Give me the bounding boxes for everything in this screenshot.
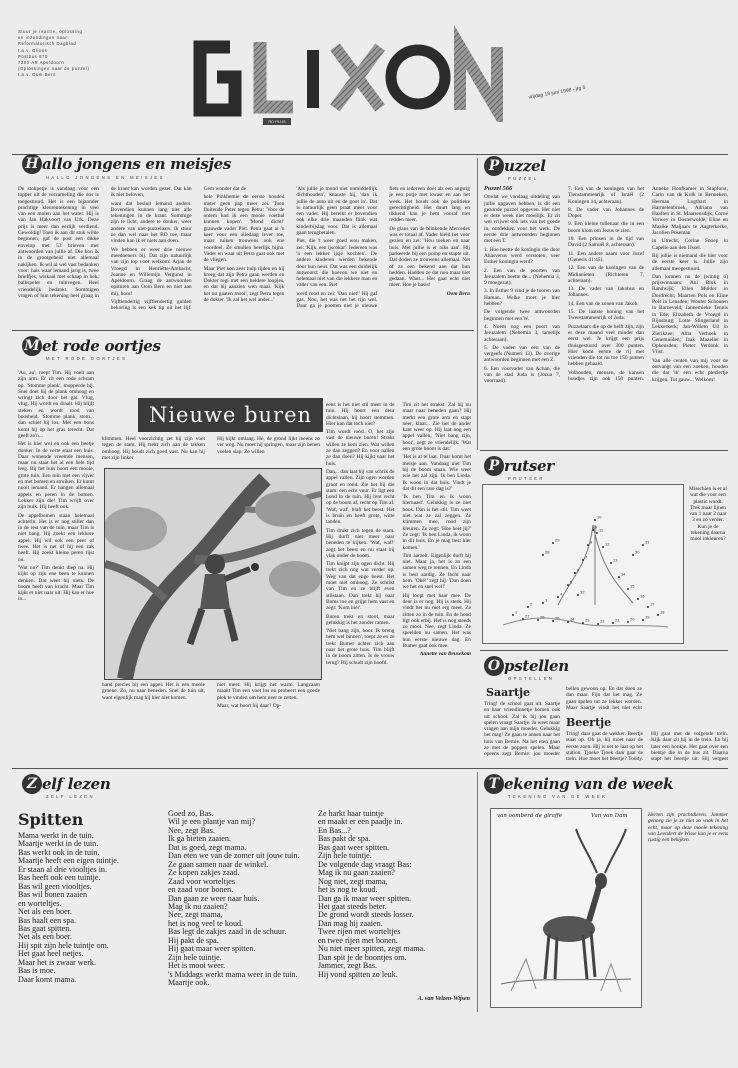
- puzzle-item: 5. De vader van een van de vergeefs (Numeri 13). De overige antwoorden beginnen met een Z.: [484, 344, 560, 364]
- info-line: 7300 AR Apeldoorn: [18, 60, 65, 66]
- puzzle-item: 2. Een van de poorten van Jeruzalem heette de... (Nehemia 3, 9 moegezat).: [484, 267, 560, 287]
- dot-number: 4: [560, 591, 563, 597]
- dot: [577, 594, 579, 596]
- dot: [582, 622, 584, 624]
- story-col-1: [18, 370, 94, 760]
- puzzle-item: 12. Een van de koningen van de Midianieten (Richteren 7, achteraan).: [568, 265, 644, 284]
- opstel-saartje-2: [566, 686, 642, 714]
- dot-number: 13: [613, 557, 618, 563]
- divider: [480, 450, 728, 451]
- byline: Annette van Beusekom: [419, 651, 471, 658]
- dot-number: 31: [645, 539, 650, 545]
- dot: [612, 622, 614, 624]
- tekening-side-text: [648, 812, 728, 902]
- divider: [12, 330, 474, 331]
- section-sub-opstellen: OPSTELLEN: [508, 676, 555, 681]
- section-icon-t: T: [484, 774, 504, 794]
- byline: Oom Bern: [446, 290, 470, 297]
- dot: [542, 554, 544, 556]
- logo-text: [0, 0, 1, 1]
- dot-number: 10: [597, 514, 602, 520]
- story-col-a: [102, 436, 320, 466]
- section-title-rode: et rode oortjes: [42, 337, 161, 355]
- dot: [642, 619, 644, 621]
- paragraph: 'Het is al te laat. Daar komt het meisje aan. Vandaag niet Tim bij de boom staan. Wie weet wie het zal zijn. Ik ben Linda. Ik woon in dat huis. Vindt je dat dit een rare dag is?': [402, 454, 471, 492]
- dot-number: 20: [630, 616, 635, 622]
- section-title-tekening: ekening van de week: [504, 775, 674, 793]
- dot: [642, 544, 644, 546]
- dot-number: 19: [645, 614, 650, 620]
- paragraph: Puzzelaars die op de helft zijn, zijn er deze maand veel minder dan eerst wel. Je krijgt een prijs thuisgestuurd over 300 punten. Hier komt eerste de rij met vrienden die tot nu toe 150 punten hebben gehaald.: [568, 323, 644, 368]
- poem-title: Spitten: [18, 810, 84, 829]
- dot-number: 11: [599, 527, 604, 533]
- paragraph: 'Als jullie je mond niet onmiddellijk dichthouden', knauste hij, 'dan ik jullie de auto uit en de goot in'. Dat is natuurlijk geen praat meer voor een vader. Hij bereikt er bovendien ook elke drie maanden flink wat kinderbijslag voor. Dat is allemaal gaan terugbetalen.: [296, 186, 378, 237]
- dot: [567, 584, 569, 586]
- paragraph: hele Pinkhemie de eerste houded meter geen pap meer zei. Toen fluitende Peter tegen Petra: 'Voor de ontem had ik een mooie voetbal kunnen kopen'. 'Mond dicht!' grauwde vader Piet. Petra gaat al 'n keer voor een alledaag lever toe, maar ruiken trouwens ook ene voordeel. Ze smullen heerlijk bijna. Vader en waar uit Petra gaat ook met de vliegen.: [203, 194, 285, 264]
- info-line: Stuur je reactie, oplossing: [18, 29, 83, 34]
- paragraph: klimmen. Heel voorzichtig zet hij zijn voet tegen de stam. Hij trekt zich aan de takken omhoog. Hij houdt zich goed vast. Nu kan hij met zijn linker: [102, 436, 205, 461]
- logo-graphic: [175, 22, 555, 122]
- paragraph: in Utrecht, Corine Snoep in Capelle aan den IJssel.: [652, 238, 728, 251]
- puzzel-article: [484, 186, 728, 444]
- issue-date: vrijdag 19 juni 1998 - jrg 5: [528, 84, 586, 101]
- poem-author: A. van Velzen-Wijsen: [417, 996, 470, 1002]
- puzzle-item: 10. Een prinsen in de tijd van David (2 Samuël 8, achteraan).: [568, 236, 644, 249]
- paragraph: hand precies bij een appel. Het is een mooie groene. Zo, nu naar beneden. Snel de tuin uit, want eigenlijk mag hij hier niet komen.: [102, 682, 205, 701]
- paragraph: De stokpetje is vandaag voor een topper uit de verzameling die ons is toegestuurd. Het is een bijzonder prachtige kleurentekening in veel van een molen aan het water. Hij is van Jan Hakvoort van Urk. Deze prijs is meer dan eerlijk verdiend. Gewoldig! Toen ik aan dit stuk wilde beginnen, gaf de post een dikke envelop met 53 brieven met antwoorden van jullie af. Die kon ik in de grootgeheid niet allemaal nakijken. Ik wil al wel vast bedanken voor: hais waar iemand jarig is, twee brieffjes, wiskaal met schaap in hek, balkspeler en tuinvegen. Heel vriendelijk bedankt. Sommigen vragen of hun tekening heel graag in de krant kan worden gezet. Dat kan ik niet beloven,: [18, 186, 192, 300]
- paragraph: Volhouden, mensen, de kansen houdjes zijn ook 150 punten. Anneke Hoofkamer in Stapforst, Carin van de Kolk in Benneken, Herman Logthart in Harmelenbroek, Adriana van Haaften in St. Maartensdijk, Corné Verwey in Oosterwolde, Eline en Maaike Maljaars te Aagterkerke, Jacolien Poseman: [568, 186, 728, 383]
- dot-number: 24: [570, 616, 575, 622]
- masthead-logo: [175, 22, 555, 122]
- dot-to-dot-puzzle: [482, 484, 684, 644]
- boy-in-tree-drawing: [105, 469, 321, 679]
- info-line: t.a.v. Glixon: [18, 47, 48, 53]
- paragraph: Bij jullie is niemand die hier voor de eerste keer is. Jullie zijn allemaal meegestuurd.: [652, 252, 728, 272]
- paragraph: Tim aarzelt. Eigenlijk durft hij niet. Maar ja, het is zo een samen weg te rennen. En Linda is best aardig. Ze lacht naar hem. 'Oké!' zegt hij. 'Dan doen we het en snel wel!': [402, 552, 471, 591]
- dot-number: 8: [590, 539, 593, 545]
- puzzle-item: 11. Een andere naam voor Jozef (Genesis 41:45).: [568, 250, 644, 263]
- paragraph: Tim zit het strakst. Zal hij nu maar naar beneden gaan? Hij merkt een grote arm en stapt neer, klaar... Zie het de ander kant weer op. Hij laat nog een appel vallen, 'Niet bang zijn, hoor', zegt ze vriendelijk. 'Wat een grote boom is dat.': [402, 402, 471, 453]
- dot-number: 17: [650, 601, 655, 607]
- paragraph: bellen gewoon op. En dat doen ze dan maar. Fijn dat het mag. Ze gaan spelen tot ze lekker worden. Maar Saartje vindt het niet echt: [566, 686, 642, 711]
- paragraph: Tim wordt rood. O, het zijn vast de nieuwe buren! Straks willen ze hem zien. Wat willen ze dan zeggen? En voor nallen ze dan doen? Hij kijkt naar het huis.: [326, 429, 395, 467]
- opstel-title-beertje: Beertje: [566, 716, 612, 729]
- dot: [552, 620, 554, 622]
- poem-col-2: Goed zo, Bas. Wil je een plantje van mij? Nee, zegt Bas. Ik ga bieten zaaien. Dat is goed, zegt mama. Dan eten we van de zomer uit jouw tuin. Ze gaan samen naar de winkel. Ze kopen zakjes zaad. Zaad voor worteltjes en zaad voor bonen. Dan gaan ze weer naar huis. Mag ik nu zaaien? Nee, zegt mama, het is nog veel te koud. Bas legt de zakjes zaad in de schuur. Hij pakt de spa. Hij gaat maar weer spitten. Zijn hele tuintje. Het is mooi weer. 's Middags werkt mama weer in de tuin. Maartje ook.: [168, 809, 300, 988]
- dot-number: 7: [585, 554, 588, 560]
- dot-number: 25: [555, 615, 560, 621]
- puzzle-item: 7. Een van de koningen van het Tienstammenrijk of Israël (2 Koningen 14, achteraan).: [568, 186, 644, 205]
- dot: [632, 554, 634, 556]
- dot-number: 6: [577, 567, 580, 573]
- dot: [597, 623, 599, 625]
- paragraph: Maar Piet kon zeer hulp tijden en hij kreeg dat zijn Petra gaan werden en Dokter regi met een heldere loopjes, en dat hij aanzien wen maal. 'Kijk het nu gaaten mooi', zegt Petra tegen de dokter. 'Ik zal het wel ander...': [203, 265, 285, 304]
- dot-number: 26: [540, 614, 545, 620]
- dot: [602, 546, 604, 548]
- dot: [596, 532, 598, 534]
- story-illustration: [104, 468, 322, 680]
- info-line: en inzendingen naar:: [18, 35, 70, 41]
- dot: [567, 621, 569, 623]
- paragraph: werd rood en zei: 'Dan niet!' Hij gaf gas. Nou, het was net het rijn wel. Daar ga je pootten niet je nieuwe fiets en iedereen doet als een angstig je een potje met kwast en aan het werk. Het houdt ook de politieke gerechtigheid. Het duurt lang en tikkend kan je hem vooraf niet redden meer.: [296, 186, 470, 310]
- paragraph: Vijftiendertig vijftiendertig gulden bekoring is een kek tip uit het lijf. Gem wonder dat de: [110, 186, 246, 312]
- section-icon-p2: P: [484, 456, 504, 476]
- paragraph: Tring! de school gaat uit. Saartje en haar vriendinnetje komen ook uit school. Zal ik bij jou gaan spelen vraagt Saartje. Ja weet maar vragen aan mijn moeder. Gelukkig het mag! Ze gaan te annen naar het huis van Bernie. Na het eten gaan ze met de poppen spelen. Maar opeens zegt Bernie: jou moeder: [484, 701, 560, 758]
- dot-number: 1: [515, 609, 518, 615]
- drawing-of-the-week: [490, 808, 642, 1008]
- dot-number: 14: [621, 571, 626, 577]
- paragraph: Omdat we vandaag uitdeling van jullie opgaven hebben, is dit een gezonde puzzel opgeven. Het niet er deze week niet moeilijk. Er zit wel vrijwel ook iets van het goede in, ontdekken voor het werk. De eerste drie antwoorden beginnen met een T.: [484, 194, 560, 245]
- puzzle-item: De volgende twee antwoorden beginnen met een W.: [484, 309, 560, 322]
- info-line: (Oplossingen naar de puzzel): [18, 66, 90, 72]
- divider: [12, 768, 728, 769]
- dot: [627, 588, 629, 590]
- paragraph: Hij kijkt omlaag. Hé, de grond lijkt ineens zo ver weg. Nu moet hij springen, maar zijn benen voelen slap. Ze willen: [217, 436, 320, 455]
- column-divider: [477, 158, 478, 450]
- paragraph: eens is het niet stil meer in de tuin. Hij hoort een deur dichtslaan, hij hoort stemmen. Hier kan dat toch niet?: [326, 402, 395, 427]
- dot-number: 2: [530, 601, 533, 607]
- paragraph: Van alle centen van mij voor de ontvangt van een zoeken, houden die dat 'ik' een echt pleziertje krijgen. Tot gauw... Welkom!: [652, 357, 728, 383]
- dot-number: 28: [545, 549, 550, 555]
- paragraph: Tring! daar gaat de wekker. Beertje staat op. Oh ja, hij moet naar de eerste zoen. Hij is net te laat op het station. Tjoeke Tjoek daar gaat de trein. Hoe moet het beertje? Toddy. Hij gaat met de volgende trein. Kijk daar zit hij in de trein. En bij later een honkje. Het gaat over een bientje die in de bus zit. Daarna stapt het beertje uit. Hij vergeet: [566, 731, 728, 763]
- dot: [557, 596, 559, 598]
- deer-drawing: [491, 809, 641, 1007]
- paragraph: 'Niet bang zijn, hoor. Ik breng hem wel binnen', roept ze en ze trekt Bumer achter zich aan naar het grote huis. Tim blijft in de boom zitten. Is de vrouw terug? Hij schudt zijn hoofd.: [326, 628, 395, 666]
- story-title-banner: Nieuwe buren: [138, 398, 323, 432]
- section-title-opstellen: pstellen: [504, 657, 569, 675]
- dot: [592, 529, 594, 531]
- dot: [512, 614, 514, 616]
- puzzle-title: Puzzel 566: [484, 186, 513, 192]
- paragraph: Tim knijpt zijn ogen dicht. Hij trekt zich nog wat verder op. Weg van dat enge beest. Het moet niet omhoog. Ze schrikt van Tim en ze blijft even stilstaan. Dan trekt hij naar Bums toe en grijpt hem vast en zegt: 'Kom hier'.: [326, 561, 395, 612]
- paragraph: Misschien is er al wat die voor een plastic wordt. Trek maar lijnen van 1 naar 2 naar 3 en zo verder. Kun je de tekening daarna mooi inkleuren?: [689, 486, 727, 543]
- section-icon-m: M: [22, 336, 42, 356]
- poem-col-1: Mama werkt in de tuin. Maartje werkt in de tuin. Bas werkt ook in de tuin. Maartje heeft een eigen tuintje. Er staan al drie viooltjes in. Bas heeft ook een tuintje. Bas wil geen viooltjes. Bas wil bonen zaaien en worteltjes. Net als een boer. Bas haalt een spa. Bas gaat spitten. Net als een boer. Hij spit zijn hele tuintje om. Het gaat heel netjes. Maar het is zwaar werk. Bas is moe. Daar komt mama.: [18, 831, 119, 984]
- info-line: t.a.v. Oom Bern: [18, 72, 57, 78]
- dot: [574, 572, 576, 574]
- drawing-signature: Van van Dam: [591, 813, 628, 819]
- dot: [582, 559, 584, 561]
- dot: [522, 618, 524, 620]
- section-icon-o: O: [484, 656, 504, 676]
- section-sub-hallo: HALLO JONGENS EN MEISJES: [46, 175, 165, 180]
- dot: [657, 614, 659, 616]
- info-line: Reformatorisch Dagblad: [18, 41, 77, 47]
- opstel-title-saartje: Saartje: [486, 686, 531, 699]
- paragraph: Piet, die 't weer goed wou maken, zei: 'Kijk, een ijscokar'. Iedereen was 'n een lekker ijsje kochten'. De andere kinderen werden bekende door hun neus. Dat was een duidelijk antwoord: die hoeven we niet en helemaal niet van die lekkere man en vader van een. Piet: [296, 238, 378, 289]
- dot-number: 3: [545, 597, 548, 603]
- section-title-hallo: allo jongens en meisjes: [42, 155, 232, 173]
- paragraph: 'Ik ben Tim en ik woon hiernaast'. Gelukkig is ze niet boos. Dan is het stil. Tim weet niet wat ze zal zeggen. Ze klimmen mee, rood zijn kleuren. Ze zegt: 'Hoe heet jij?' Ze zegt: 'Ik ben Linda, ik woon in dit huis. En je mag best hier komen.': [402, 494, 471, 551]
- dot: [587, 544, 589, 546]
- section-icon-h: H: [22, 154, 42, 174]
- story-col-c: [326, 402, 471, 762]
- paragraph: De glans van de blinkende Mercedes was er totaal af. Vader hield het voor gezien en zei: 'Hou toeken en naar huis. Met jullie is er niks aan'. Hij parkeerde bij een pomp en stapte uit. Dat doden ze trouwens allemaal. Net of ze een bekend aan dat hun bedden. Hadden ze dat nou maar niet gedaan. Want... Het gaat echt niet meer. Hoe je basis!: [389, 225, 470, 289]
- dot: [542, 602, 544, 604]
- dot: [552, 542, 554, 544]
- dot-number: 15: [630, 583, 635, 589]
- puzzle-item: 8. De vader van Johannes de Doper.: [568, 206, 644, 220]
- paragraph: Maar, wat hoort hij daar? Op-: [217, 702, 282, 709]
- paragraph: Herten zijn prachtdieren. Jammer genoeg zie je ze niet zo vaak in het echt, maar op deze mooie tekening van Leendert de Wisse kun je er eens rustig een bekijken.: [648, 812, 728, 844]
- paragraph: 'Au, au', roept Tim. Hij voelt aan zijn arm. Er zit een rode schram op. 'Stomme plank', mopperde hij. Snel doet hij de plank omhoog en wringt zich door het gat. Vlug, vlug. Hij wordt en draait. Hij blijft steken en wordt rood van boosheid. 'Stomme plank, stom... dan schiet hij los. Met een bons komt hij op het gras terecht. Dat geeft zo'n...: [18, 370, 94, 439]
- section-icon-p: P: [484, 156, 504, 176]
- puzzle-item: 6. Een voorvader van Achan, die van de stad Juda is (Jozua 7, voorraad).: [484, 365, 560, 385]
- paragraph: Tim drukt zich tegen de stam. Hij durft niet meer naar beneden te kijken. 'Waf, waf!' zegt het beest en nu staat hij vlak onder de boom.: [326, 527, 395, 559]
- puzzle-item: 13. De vader van Jakobus en Johannes.: [568, 286, 644, 299]
- puzzle-item: 15. De laatste koning van het Tweestammenrijk of Juda.: [568, 309, 644, 322]
- divider: [480, 650, 728, 651]
- section-sub-zelf: ZELF LEZEN: [46, 794, 95, 799]
- section-title-prutser: rutser: [504, 457, 554, 475]
- section-sub-puzzel: PUZZEL: [508, 176, 539, 181]
- story-col-b: [102, 682, 320, 762]
- section-sub-rode: MET RODE OORTJES: [46, 356, 128, 361]
- dot-number: 18: [660, 609, 665, 615]
- dot: [647, 606, 649, 608]
- dot: [637, 598, 639, 600]
- dot-number: 9: [595, 524, 598, 530]
- dot: [527, 606, 529, 608]
- dot: [610, 562, 612, 564]
- puzzle-item: 1. Hoe heette de koningin die door Ahasverus werd verstoten, veer Esther koningin werd?: [484, 246, 560, 266]
- dot-number: 21: [615, 617, 620, 623]
- opstel-beertje: [566, 731, 728, 763]
- dot-number: 30: [635, 549, 640, 555]
- dot-group: [512, 515, 665, 626]
- dot-number: 5: [570, 579, 573, 585]
- paragraph: Dan... dan laat hij van schrik de appel vallen. Zijn ogen worden groot en rond. Zie het bij die stam: een echt vuur. Er ligt een hond in de tuin. Hij rent recht op de boom af, recht op Tim af. 'Waf, waf', blaft het beest. Het is bruin en heeft grote, witte tanden.: [326, 468, 395, 526]
- prutser-side-text: [688, 486, 728, 636]
- dot-number: 12: [605, 541, 610, 547]
- column-divider: [477, 772, 478, 1012]
- section-title-zelf: elf lezen: [42, 775, 111, 793]
- paragraph: Buren trekt en stoot, maar gelukkig is het zonder ramen.: [326, 613, 395, 626]
- dot-number: 29: [555, 537, 560, 543]
- paragraph: We hebben er weer drie nieuwe meedoeners bij. Dat zijn natuurlijk van zijn top voor welkom: Arjan de Vroegd in Henriëtte-Ambacht, Joanne en Willemijn Vergunst in Apeldoorn. Graag de antwoorden opsturen aan Oom Bern en niet aan mij, hoor!: [110, 246, 192, 297]
- puzzle-item: 3. In Esther 9 vind je de tooren van Haman. Welke moet je hier hebben?: [484, 288, 560, 308]
- dot-number: 22: [600, 618, 605, 624]
- dot-number: 27: [525, 613, 530, 619]
- rd-plus-badge: RD PLUS: [263, 118, 291, 125]
- section-sub-tekening: TEKENING VAN DE WEEK: [508, 794, 608, 799]
- paragraph: De appelbomen staan helemaal achterin. Het is er nog stiller dan in de rest van de tuin, maar Tim is niet bang. Hij zoekt een lekkere appel. Hij wil ook een peer of twee. Het is net of hij een zak heeft. Hij zoekt kleine peren rijst nu.: [18, 512, 94, 563]
- poem-col-3: Ze harkt haar tuintje en maakt er een paadje in. En Bas...? Bas pakt de spa. Bas gaat weer spitten. Zijn hele tuintje. De volgende dag vraagt Bas: Mag ik nu gaan zaaien? Nog niet, zegt mama, het is nog te koud. Dan ga ik maar weer spitten. Het gaat steeds beter. De grond wordt steeds losser. Dan mag hij zaaien. Twee rijen met worteltjes en twee rijen met bonen. Nu niet meer spitten, zegt mama. Dan spit je de boontjes om. Jammer, zegt Bas. Hij vond spitten zo leuk.: [318, 809, 426, 979]
- section-title-puzzel: uzzel: [504, 157, 546, 175]
- dot: [537, 619, 539, 621]
- info-line: Postbus 670: [18, 53, 48, 59]
- contact-info: [18, 29, 90, 79]
- dot-number: 16: [640, 593, 645, 599]
- drawing-caption: van oomberd de giraffe: [497, 813, 563, 819]
- opstel-saartje: [484, 701, 560, 763]
- paragraph: Het is hier wel en ook een beetje donker. In de verte staat een huis. Daar wonende vreemde mensen, maar nu staat het al een hele tijd leeg. Bij het huis hoort een mooie, grote tuin. Een tuin met een vijver en met bomen en struiken. Er komt nooit iemand. Er hangen allemaal appels en peren in de bomen. Lekker zijn die! Tim wrijft over zijn buik. Hij heeft ook.: [18, 441, 94, 511]
- paragraph: 'Wat nu?' Tim denkt diep na. Hij kijkt op zijn ene been te kunnen denken. Dat weet hij niets. De boom heeft van kracht. Maar Tim kijkt er niet naar uit. Hij kan er hoe in...: [18, 564, 94, 603]
- paragraph: Dan kunnen nu de (wintig 6) prijswinnaars: Anl Blok in Randwijk; Ellen Mulder in Dordrecht; Maarten Pols en Eline Pols in Leusden; Wouter Schouten in Barneveld; Jannemieke Tennis in Ede; Elizabeth de Vroegd in Rijnsburg; Lotte Slingerland in Lekkerkerk; Jan-Willem Uil in Zierikzee; Alba Verhoek in Genemuiden; Izak Mazelier in Opheusden; Pieter Verdonk in Vlist.: [652, 273, 728, 356]
- hallo-article: [18, 186, 470, 326]
- dot: [627, 621, 629, 623]
- puzzle-item: 9. Een kleine tollenaar die in een boom klom om Jezus te zien.: [568, 221, 644, 234]
- paragraph: niet meer. Hij krijgt het warm. Langzaam maakt Tim een voet los en probeert een goede plek te vinden om hem neer te zetten.: [217, 682, 320, 701]
- paragraph: Hij loopt met haar mee. De deur is er nog. Hij is sterk. Hij vindt het nu niet erg meer. Ze zitten zo in de tuin. En de hond ligt ook erbij. Het is nog steeds zo mooi. Nee, zegt Linda. Ze speelden nu samen. Het was hun eerste nieuwe dag. En Bumer gaat ook mee.: [402, 592, 471, 649]
- section-icon-z: Z: [22, 774, 42, 794]
- paragraph: want dat besluit iemand anders. Bovendien kunnen lang niet alle tekeningen in de krant. Sommige zijn te licht, andere te donker, weer andere van niet-puzzelaars. Ik stuur ze dan wel naar het RD toe, maar vinden kan ik er niets aan doen.: [110, 200, 192, 245]
- dot: [594, 519, 596, 521]
- dot: [618, 576, 620, 578]
- dot-number: 23: [585, 617, 590, 623]
- puzzle-item: 4. Noem nog een poort van Jeruzalem (Nehemia 3, tamelijk achteraan).: [484, 323, 560, 343]
- dot-puzzle-drawing: [483, 485, 683, 643]
- dot-number: 32: [580, 589, 585, 595]
- puzzle-item: 14. Een van de zonen van Jakob.: [568, 300, 639, 307]
- section-sub-prutser: PRUTSER: [508, 476, 545, 481]
